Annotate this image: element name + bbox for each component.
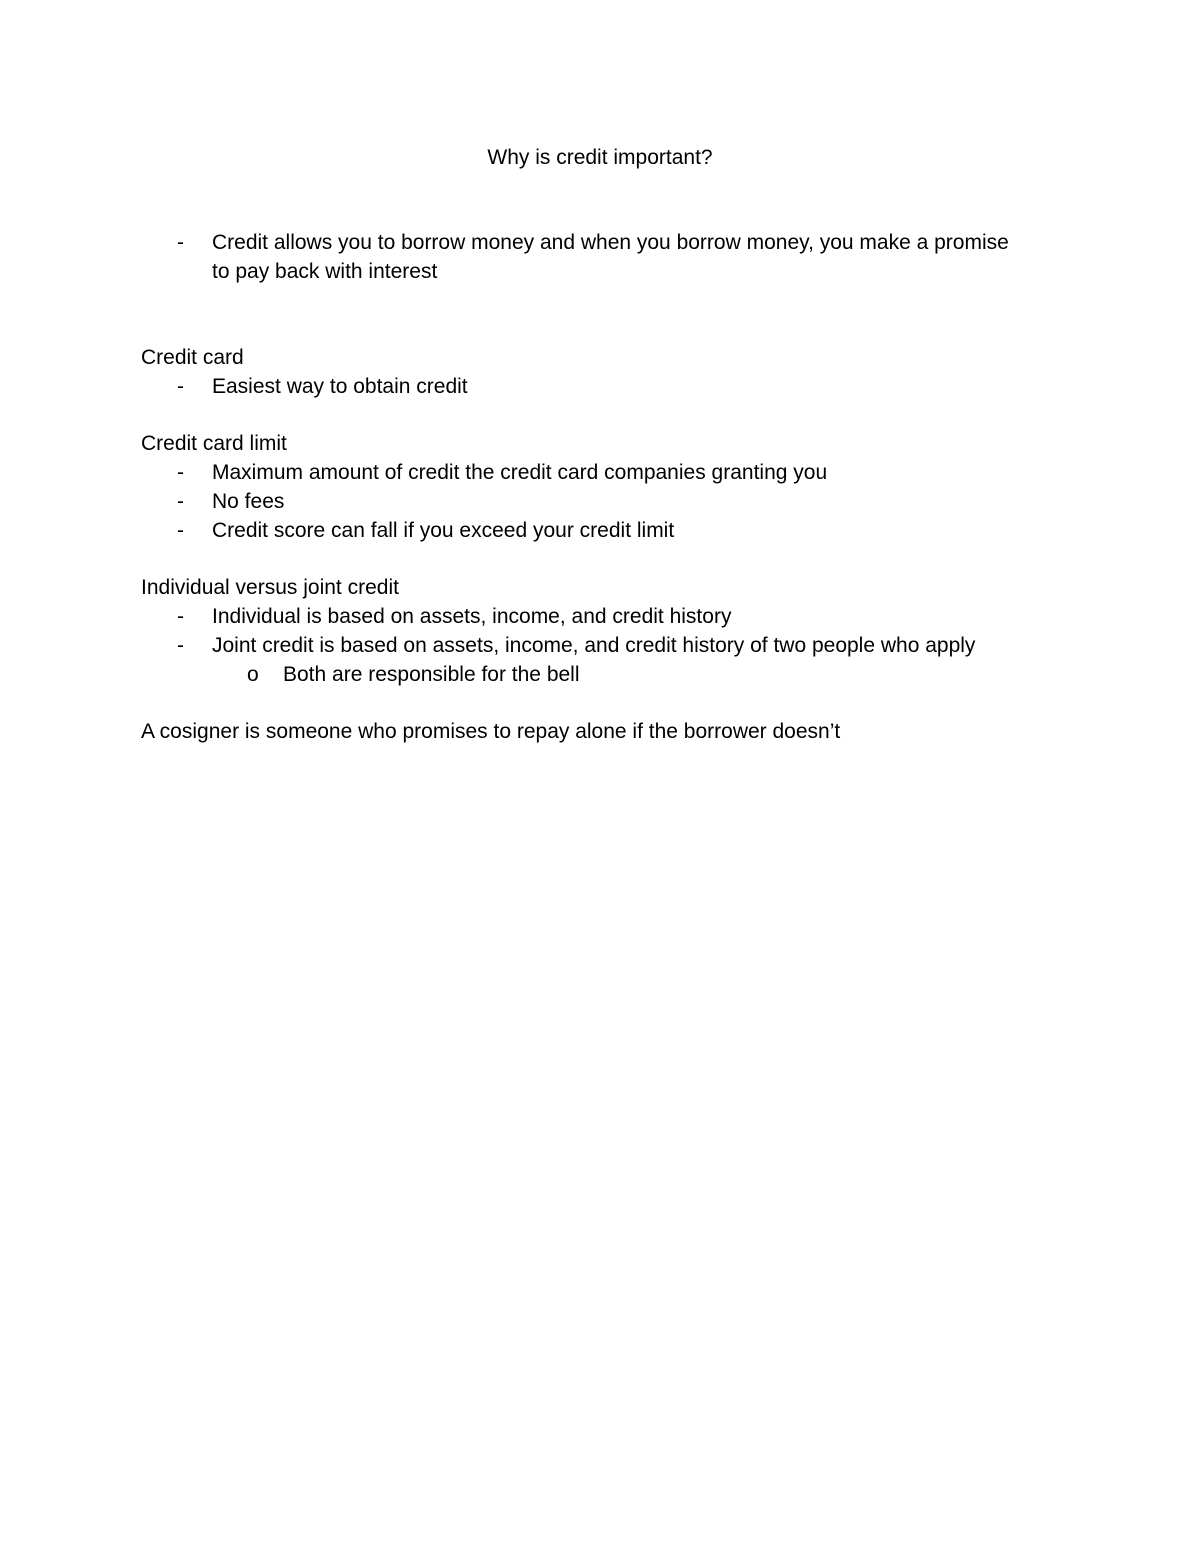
closing-statement: A cosigner is someone who promises to repay alone if the borrower doesn’t <box>141 720 841 743</box>
intro-text-line-2: to pay back with interest <box>212 260 438 283</box>
list-item: Credit score can fall if you exceed your credit limit <box>212 519 675 542</box>
list-item: Easiest way to obtain credit <box>212 375 468 398</box>
bullet-marker: - <box>177 519 184 542</box>
bullet-marker: - <box>177 231 184 254</box>
list-item: No fees <box>212 490 285 513</box>
page-title: Why is credit important? <box>487 146 713 169</box>
list-item: Individual is based on assets, income, and credit history <box>212 605 732 628</box>
intro-text-line-1: Credit allows you to borrow money and when you borrow money, you make a promise <box>212 231 1009 254</box>
bullet-marker: - <box>177 605 184 628</box>
bullet-marker: - <box>177 375 184 398</box>
bullet-marker: - <box>177 490 184 513</box>
list-item: Maximum amount of credit the credit card companies granting you <box>212 461 828 484</box>
sub-list-item: Both are responsible for the bell <box>283 663 580 686</box>
section-heading-individual-vs-joint: Individual versus joint credit <box>141 576 399 599</box>
list-item: Joint credit is based on assets, income, and credit history of two people who apply <box>212 634 976 657</box>
section-heading-credit-card-limit: Credit card limit <box>141 432 287 455</box>
section-heading-credit-card: Credit card <box>141 346 244 369</box>
bullet-marker: - <box>177 461 184 484</box>
bullet-marker: - <box>177 634 184 657</box>
sub-bullet-marker: o <box>247 663 259 686</box>
